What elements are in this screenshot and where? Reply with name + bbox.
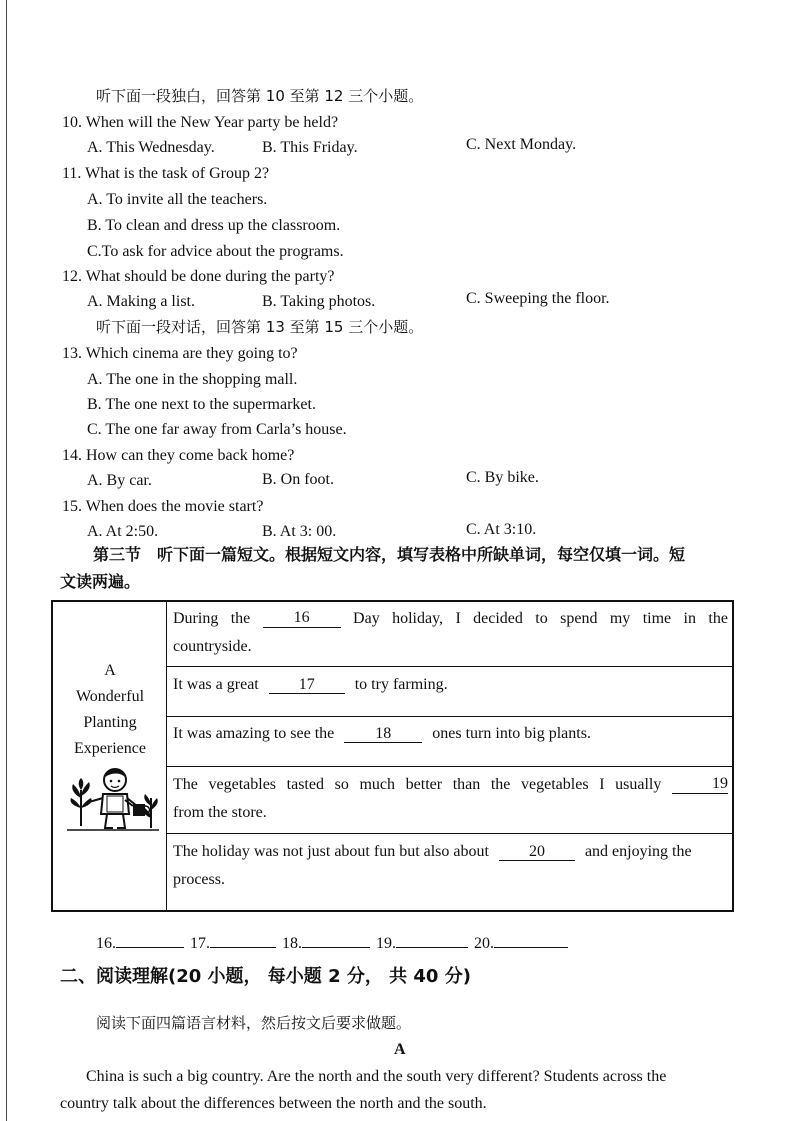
row1-word: to: [535, 610, 548, 627]
answer-label-20: 20.: [474, 935, 494, 952]
passage-label: A: [394, 1041, 406, 1058]
answer-label-18: 18.: [282, 935, 302, 952]
question-10-option-b: B. This Friday.: [262, 139, 358, 156]
question-15-option-a: A. At 2:50.: [87, 523, 159, 540]
row2-text-after: to try farming.: [354, 676, 448, 693]
passage-line-2: country talk about the differences between the north and the south.: [60, 1095, 487, 1112]
passage-line-1: China is such a big country. Are the north and the south very different? Students across the: [86, 1068, 667, 1085]
row4-word: better: [405, 776, 443, 793]
table-row-1: [173, 610, 728, 656]
table-row-3: [173, 725, 591, 743]
question-12-option-b: B. Taking photos.: [262, 293, 376, 310]
table-row-4-line-2: from the store.: [173, 804, 267, 821]
row5-text-before: The holiday was not just about fun but also about: [173, 843, 489, 860]
question-11-stem: 11. What is the task of Group 2?: [62, 165, 270, 182]
row1-word: spend: [560, 610, 598, 627]
question-13-stem: 13. Which cinema are they going to?: [62, 345, 298, 362]
question-13-option-c: C. The one far away from Carla’s house.: [87, 421, 347, 438]
question-14-option-a: A. By car.: [87, 472, 152, 489]
boy-planting-illustration: [67, 762, 159, 834]
question-13-option-b: B. The one next to the supermarket.: [87, 396, 316, 413]
question-10-stem: 10. When will the New Year party be held?: [62, 114, 339, 131]
question-12-option-c: C. Sweeping the floor.: [466, 290, 610, 307]
question-15-stem: 15. When does the movie start?: [62, 498, 264, 515]
answer-label-17: 17.: [190, 935, 210, 952]
blank-16[interactable]: 16: [263, 610, 341, 628]
row4-word: vegetables: [208, 776, 277, 793]
table-row-divider: [167, 666, 732, 667]
table-title-line-2: Wonderful: [75, 688, 145, 705]
answer-line-16[interactable]: [116, 933, 184, 948]
page-left-border: [6, 0, 7, 1121]
row1-word: Day: [353, 610, 380, 627]
row4-word: than: [452, 776, 481, 793]
row4-word: I: [599, 776, 605, 793]
question-11-option-a: A. To invite all the teachers.: [87, 191, 268, 208]
question-13-option-a: A. The one in the shopping mall.: [87, 371, 298, 388]
answer-blanks: [96, 933, 568, 952]
row4-word: The: [173, 776, 198, 793]
part3-instruction-line2: 文读两遍。: [60, 572, 141, 591]
row4-word: so: [334, 776, 349, 793]
row1-word: I: [455, 610, 461, 627]
question-14-option-b: B. On foot.: [262, 471, 334, 488]
answer-line-20[interactable]: [494, 933, 568, 948]
fill-in-table: [51, 600, 734, 912]
question-10-option-c: C. Next Monday.: [466, 136, 577, 153]
table-title-line-3: Planting: [83, 714, 137, 731]
row1-word: During: [173, 610, 219, 627]
question-12-option-a: A. Making a list.: [87, 293, 195, 310]
row1-word: the: [708, 610, 728, 627]
section-2-instruction: 阅读下面四篇语言材料，然后按文后要求做题。: [96, 1014, 412, 1032]
answer-line-17[interactable]: [210, 933, 276, 948]
row4-word: usually: [615, 776, 662, 793]
dialogue-instruction: 听下面一段对话，回答第 13 至第 15 三个小题。: [96, 318, 424, 336]
row4-word: much: [359, 776, 396, 793]
blank-18[interactable]: 18: [344, 726, 422, 743]
row1-word: holiday,: [392, 610, 444, 627]
row1-word: in: [683, 610, 696, 627]
row3-text-before: It was amazing to see the: [173, 725, 335, 742]
question-11-option-c: C.To ask for advice about the programs.: [87, 243, 344, 260]
row5-text-after: and enjoying the: [584, 843, 692, 860]
question-12-stem: 12. What should be done during the party?: [62, 268, 335, 285]
question-14-stem: 14. How can they come back home?: [62, 447, 295, 464]
question-11-option-b: B. To clean and dress up the classroom.: [87, 217, 341, 234]
row3-text-after: ones turn into big plants.: [432, 725, 591, 742]
blank-17[interactable]: 17: [269, 677, 345, 694]
answer-label-19: 19.: [376, 935, 396, 952]
table-row-5: [173, 843, 692, 889]
question-15-option-b: B. At 3: 00.: [262, 523, 337, 540]
table-row-2: [173, 676, 448, 694]
table-title-cell: [53, 602, 167, 910]
table-row-divider: [167, 833, 732, 834]
blank-19[interactable]: 19: [672, 776, 728, 794]
answer-line-18[interactable]: [302, 933, 370, 948]
section-2-heading: 二、阅读理解(20 小题， 每小题 2 分， 共 40 分): [60, 966, 471, 987]
question-10-option-a: A. This Wednesday.: [87, 139, 215, 156]
row1-word: time: [642, 610, 672, 627]
row2-text-before: It was a great: [173, 676, 259, 693]
row4-word: vegetables: [521, 776, 589, 793]
table-row-divider: [167, 716, 732, 717]
table-row-1-line-2: countryside.: [173, 638, 252, 655]
table-title-line-4: Experience: [74, 740, 146, 757]
row1-word: the: [230, 610, 251, 627]
table-title-line-1: A: [104, 662, 116, 679]
answer-line-19[interactable]: [396, 933, 468, 948]
monologue-instruction: 听下面一段独白，回答第 10 至第 12 三个小题。: [96, 87, 424, 105]
row1-word: decided: [473, 610, 523, 627]
question-15-option-c: C. At 3:10.: [466, 521, 537, 538]
question-14-option-c: C. By bike.: [466, 469, 539, 486]
table-row-1-line-1: [173, 610, 728, 628]
blank-20[interactable]: 20: [499, 844, 575, 861]
row4-word: the: [490, 776, 511, 793]
table-row-4-line-1: [173, 776, 728, 794]
row4-word: tasted: [286, 776, 324, 793]
part3-instruction-line1: 第三节 听下面一篇短文。根据短文内容，填写表格中所缺单词，每空仅填一词。短: [93, 545, 686, 564]
table-row-divider: [167, 766, 732, 767]
row1-word: my: [609, 610, 631, 627]
table-row-4: [173, 776, 728, 822]
table-row-5-line-2: process.: [173, 871, 225, 888]
answer-label-16: 16.: [96, 935, 116, 952]
